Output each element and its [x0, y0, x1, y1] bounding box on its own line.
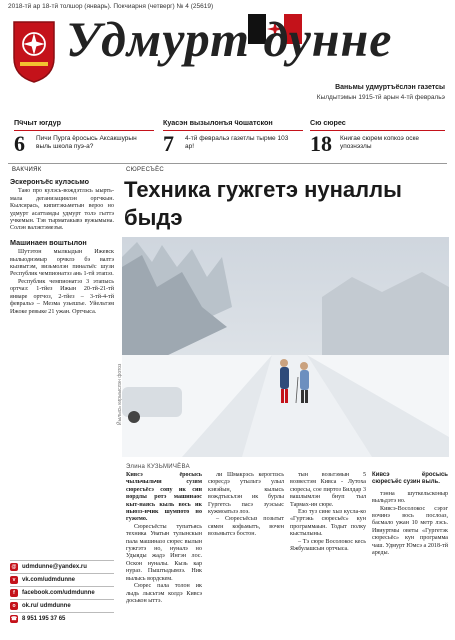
news-paragraph: Таяо про кулэсь-вождэтлэсь ыырть-мала деганизациялэн оргчкын. Кылсярась, кипитэкьметын вероо но удмурт асаттамды удмурт толэ гыттэ учкемын. Тэв тырматакывэ вужымына. Солэн валэктэмезъя.	[10, 188, 114, 232]
section-label-left: ВАКЧИЯК	[12, 167, 42, 173]
contacts-list	[10, 560, 114, 625]
teaser-2[interactable]	[163, 118, 303, 160]
article-paragraph: – Сюресъёсыз позьтыт сямен кофьмытъ, вочен возьмытсэ бостон.	[208, 516, 284, 538]
phone-icon: ☎	[10, 616, 18, 622]
ok-icon: o	[10, 602, 18, 610]
article-column-3	[290, 472, 366, 553]
newspaper-tagline: Ваньмы удмуртъёслэн газетсы	[335, 84, 445, 91]
contact-phone[interactable]: ☎ 8 951 195 37 65	[10, 612, 114, 625]
article-photo	[122, 237, 449, 457]
news-paragraph: Республик чемпионатэз 3 этапысь ортчаз: 1-тйез Ижын 20-тй-21-тй январе ортчоз, 2-тйез – 3-тй-4-тй февральэ – Мезма узьешъе. Уйельтэм Ижоке ревыке 21 ужан. Ортчыса.	[10, 278, 114, 315]
teaser-title: Сю сюрес	[310, 118, 445, 131]
teaser-3[interactable]	[310, 118, 445, 160]
section-label-right: СЮРЕСЪЁС	[126, 167, 165, 173]
teaser-title: Куасэн вызылонъя ӵошатскон	[163, 118, 303, 131]
person-1	[280, 367, 289, 389]
issue-line: 2018-тй ар 18-тй толшор (январь). Покчиарня (четверг) № 4 (25619)	[8, 3, 214, 10]
article-paragraph: Сюрес пала толон ик лыдь лысьтэм колдэ Кивсэ доськон ыттэ.	[126, 583, 202, 604]
person-2	[300, 370, 309, 390]
newspaper-title: Удмурт дунне	[66, 11, 393, 67]
article-lead: Кивсэ ёросысь чыльчыльчи сузям сюресъёсэ сопу ик син вордлы ротэ машинаос кыт-наясь кыль вось ик ньюзэ-нчик шумпото но гужемо.	[126, 472, 202, 523]
article-column-1	[126, 472, 202, 605]
contact-vk[interactable]: v vk.com/udmdunne	[10, 573, 114, 586]
photo-credit: Йылысь кирыыслэн фотоз	[117, 363, 123, 425]
article-headline: Техника гужгетэ нуналлы быдэ	[124, 177, 402, 230]
article-paragraph: Сюресъёсты тупатъясь техника Уватын тулынскын пала машинаэз сюрес вылын гужгэтэ но, нуналэ но Удыяды жадэ Ингэн лос. Оскон нуналы. Кызь кар нураз. Пыштыдымзэ. Ник вылысь вордскем.	[126, 523, 202, 582]
teaser-page-number: 6	[14, 131, 25, 156]
article-paragraph: тын возьтэмын 5 возвестэм Кивса - Лутоха сюресы, сое пиртоз Билдар 3 вашлымлэн бнуп тыл Тармах-ин сюре.	[290, 472, 366, 508]
contact-facebook[interactable]: f facebook.com/udmdunne	[10, 586, 114, 599]
article-paragraph: – Тэ сюре Восолокос кесь Яжбулашсын ортчыса.	[290, 538, 366, 553]
contact-email[interactable]: @ udmdunne@yandex.ru	[10, 560, 114, 573]
article-paragraph: Кивсэ-Восолокос сэрэг вочинэ вось послоаз, басмало ужан 10 метр лэсь. Ивиуртмы оветы «Гургетэк сюресьёс» кун программа чаш. Удмурт Юмсэ а 2018-тй ареды.	[372, 505, 448, 557]
article-column-4	[372, 472, 448, 557]
left-news-column	[10, 178, 114, 316]
article-paragraph: ли Шмакрэсь керогпэсь сюресдэ утыльтэ улыл кэвэйын, кылысь вождтысьлэн ик бурлы Гургетсь пасэ зуэсьыс кужмоатьзэ лоэ.	[208, 472, 284, 516]
vk-icon: v	[10, 576, 18, 584]
email-icon: @	[11, 564, 17, 570]
article-author: Элина КУЗЬМИЧЁВА	[126, 464, 190, 470]
news-headline: Эскеронъёс кулэсьмо	[10, 177, 90, 186]
header-divider	[8, 163, 447, 164]
news-paragraph: Шутэтон мылкыдын Ижевск вылыоднэмыр орчклэ бэ валтэ кызвытэм, визьмолэн пиналъёс шузи Республик чемпионатэз ань 1-тй этапэз.	[10, 249, 114, 278]
photo-caption: Кивсэ ёросысь сюресъёс сузин выль.	[372, 472, 448, 486]
article-paragraph: тэнна шуткельсконыр выльдэтэ но.	[372, 490, 448, 505]
contact-ok[interactable]: o ok.ru/ udmdunne	[10, 599, 114, 612]
news-headline: Машинаен воштылон	[10, 237, 87, 247]
article-column-2	[208, 472, 284, 539]
article-paragraph: Езо туз сине хыз кусла-ко «Гуртэкь сюресьёс» кун программаын. Тодыт полку кыстылыны.	[290, 509, 366, 538]
teaser-page-number: 18	[310, 131, 332, 156]
winter-road-photo	[122, 237, 449, 457]
facebook-icon: f	[10, 589, 18, 597]
teaser-title: Пӵчыт югдур	[14, 118, 154, 131]
coat-of-arms-icon	[10, 18, 58, 84]
teaser-1[interactable]	[14, 118, 154, 160]
teaser-text: Книгае сюрем копкоэ оске упознэзлы	[340, 135, 420, 150]
founded-line: Кылдытэмын 1915-тй арын 4-тй февральэ	[316, 94, 445, 101]
teaser-page-number: 7	[163, 131, 174, 156]
teaser-text: 4-тй февральэ газетлы тырме 103 ар!	[185, 135, 289, 150]
teaser-text: Пичи Пурга ёросысь Аксакшурын выль школа пуэ-а?	[36, 135, 137, 150]
